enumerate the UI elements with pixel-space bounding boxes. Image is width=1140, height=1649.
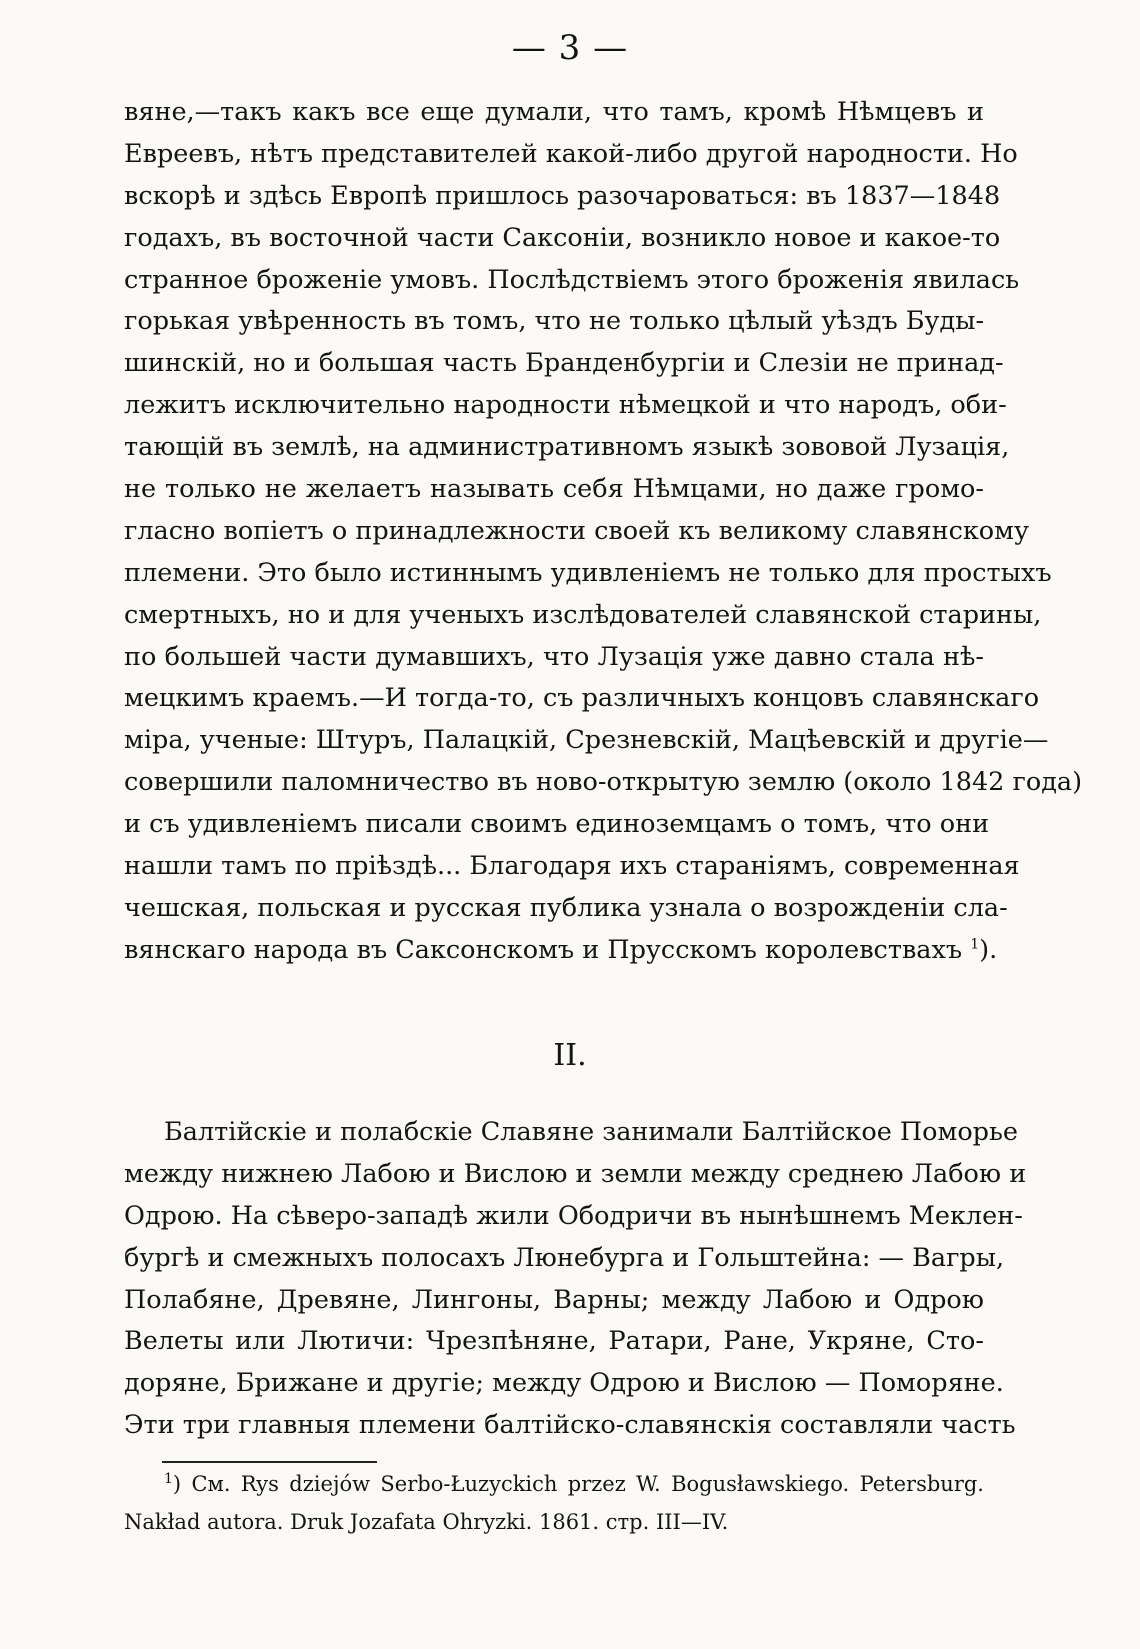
text-line: годахъ, въ восточной части Саксоніи, возникло новое и какое-то — [124, 222, 1001, 253]
section-2-text — [124, 1112, 1027, 1447]
text-line: вяне,—такъ какъ все еще думали, что тамъ, кромѣ Нѣмцевъ и — [124, 97, 984, 127]
text-line: гласно вопіетъ о принадлежности своей къ великому славянскому — [124, 515, 1030, 546]
text-line-suffix: ). — [979, 934, 998, 965]
text-line: чешская, польская и русская публика узнала о возрожденіи сла- — [124, 892, 1008, 923]
text-line: нашли тамъ по пріѣздѣ... Благодаря ихъ стараніямъ, современная — [124, 851, 1020, 882]
text-line: лежитъ исключительно народности нѣмецкой и что народъ, оби- — [124, 390, 1007, 421]
text-line: по большей части думавшихъ, что Лузація уже давно стала нѣ- — [124, 641, 984, 672]
section-2-heading: II. — [553, 1038, 587, 1073]
text-line: вскорѣ и здѣсь Европѣ пришлось разочароваться: въ 1837—1848 — [124, 180, 1001, 211]
footnote-line: Nakład autora. Druk Jozafata Ohryzki. 1861. стр. III—IV. — [124, 1510, 729, 1534]
text-line: странное броженіе умовъ. Послѣдствіемъ этого броженія явилась — [124, 264, 1020, 295]
text-line: бургѣ и смежныхъ полосахъ Люнебурга и Гольштейна: — Вагры, — [124, 1242, 1005, 1273]
text-line: и съ удивленіемъ писали своимъ единоземцамъ о томъ, что они — [124, 809, 990, 840]
text-line: совершили паломничество въ ново-открытую землю (около 1842 года) — [124, 767, 1083, 798]
footnote-line-content: ) См. Rys dziejów Serbo-Łuzyckich przez W. Bogusławskiego. Petersburg. — [172, 1472, 984, 1496]
text-line: мецкимъ краемъ.—И тогда-то, съ различныхъ концовъ славянскаго — [124, 683, 1040, 714]
text-line: между нижнею Лабою и Вислою и земли между среднею Лабою и — [124, 1158, 1027, 1189]
text-line: шинскій, но и большая часть Бранденбургіи и Слезіи не принад- — [124, 348, 1004, 379]
text-line: міра, ученые: Штуръ, Палацкій, Срезневскій, Мацѣевскій и другіе— — [124, 725, 1049, 756]
footnote-marker: 1 — [164, 1471, 173, 1487]
section-1-text — [124, 92, 1083, 972]
text-line: тающій въ землѣ, на административномъ языкѣ зововой Лузація, — [124, 432, 1010, 463]
text-line: Полабяне, Древяне, Лингоны, Варны; между Лабою и Одрою — [124, 1284, 984, 1315]
text-line: племени. Это было истиннымъ удивленіемъ не только для простыхъ — [124, 557, 1052, 588]
page-number: — 3 — — [511, 28, 629, 68]
text-line: Одрою. На сѣверо-западѣ жили Ободричи въ нынѣшнемъ Меклен- — [124, 1200, 1023, 1231]
text-line: Евреевъ, нѣтъ представителей какой-либо другой народности. Но — [124, 138, 1018, 169]
footnote-divider — [162, 1461, 377, 1463]
text-line-content: вянскаго народа въ Саксонскомъ и Прусскомъ королевствахъ — [124, 934, 963, 965]
text-line: Балтійскіе и полабскіе Славяне занимали Балтійское Поморье — [164, 1117, 1018, 1147]
text-line-last — [124, 930, 998, 972]
text-line: горькая увѣренность въ томъ, что не только цѣлый уѣздъ Буды- — [124, 306, 985, 337]
text-line: не только не желаетъ называть себя Нѣмцами, но даже громо- — [124, 474, 984, 505]
footnote-reference: 1 — [970, 936, 980, 953]
footnote-line — [124, 1465, 984, 1503]
text-line: смертныхъ, но и для ученыхъ изслѣдователей славянской старины, — [124, 599, 1042, 630]
text-line: Эти три главныя племени балтійско-славянскія составляли часть — [124, 1410, 1016, 1441]
footnote — [124, 1465, 984, 1541]
text-line: доряне, Брижане и другіе; между Одрою и Вислою — Поморяне. — [124, 1368, 1004, 1399]
text-line: Велеты или Лютичи: Чрезпѣняне, Ратари, Ране, Укряне, Сто- — [124, 1326, 984, 1357]
